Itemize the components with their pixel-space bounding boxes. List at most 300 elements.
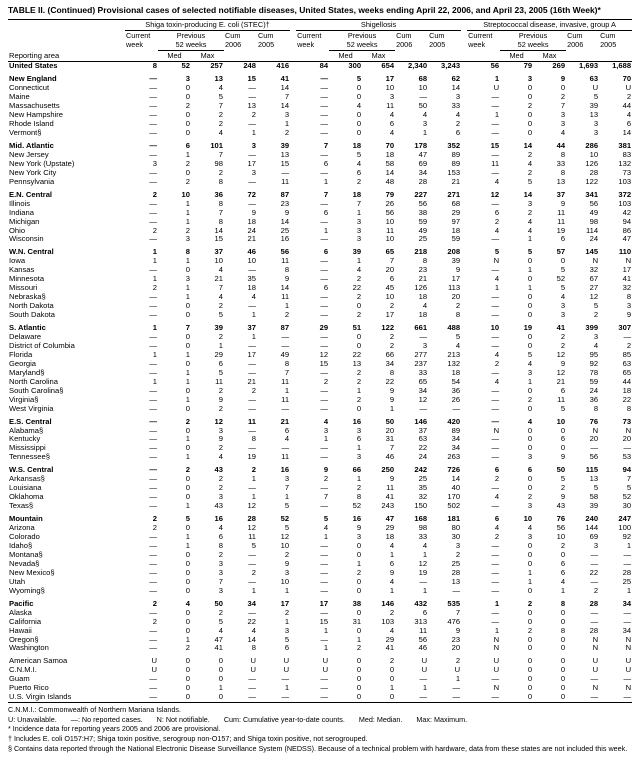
cell-value: 2 [356,275,362,284]
cell-value: 18 [418,293,428,302]
cell-value: 0 [356,302,362,311]
cell-value: 0 [527,675,533,684]
cell-value: 22 [247,617,256,626]
cell-value: — [149,341,157,350]
cell-value: 2 [389,333,395,341]
cell-value: 23 [418,266,428,275]
table-row [8,405,632,414]
cell-value: — [281,341,290,350]
cell-value: 11 [419,626,428,635]
cell-value: 2 [251,568,256,577]
table-row [8,266,632,275]
cell-value: 4 [356,102,362,111]
cell-value: 8 [593,404,599,413]
cell-value: 34 [451,435,461,444]
cell-value: 0 [560,426,566,435]
cell-value: 0 [527,404,533,413]
cell-value: 654 [381,61,395,71]
row-label: Ohio [9,226,26,235]
cell-value: — [248,120,256,129]
row-label: Maine [9,93,30,102]
cell-value: 42 [622,208,632,217]
cell-value: 47 [622,235,632,244]
cell-value: 3 [593,128,599,137]
cell-value: 13 [589,475,599,484]
cell-value: 0 [527,128,533,137]
cell-value: — [149,475,157,484]
cell-value: 22 [622,395,632,404]
cell-value: 0 [527,120,533,129]
table-row [8,378,632,387]
cell-value: 14 [451,84,461,93]
cell-value: 1 [152,257,157,266]
cell-value: 1 [152,275,157,284]
cell-value: — [491,444,500,453]
cell-value: 0 [356,666,362,675]
cell-value: — [491,102,500,111]
cell-value: 1 [389,550,395,559]
cell-value: 9 [389,395,395,404]
cell-value: — [320,559,329,568]
cell-value: 0 [185,657,190,666]
cell-value: 2 [356,484,362,493]
cell-value: 0 [527,693,533,702]
cell-value: 4 [527,359,533,368]
row-label: Florida [9,350,33,359]
max-header: Max [362,50,395,61]
cell-value: 2 [356,311,362,320]
cell-value: 62 [451,75,461,84]
table-row [8,609,632,618]
cell-value: 4 [389,128,395,137]
cell-value: — [149,484,157,493]
cell-value: 153 [447,168,461,177]
cell-value: — [281,404,290,413]
cell-value: — [149,93,157,102]
row-label: S. Atlantic [9,324,46,333]
cell-value: 1 [560,586,566,595]
cell-value: 5 [527,350,533,359]
cell-value: 0 [356,577,362,586]
cell-value: 9 [455,266,461,275]
row-label: C.N.M.I. [9,666,37,675]
cell-value: 50 [418,102,428,111]
cell-value: 0 [527,275,533,284]
cell-value: 3 [593,120,599,129]
cell-value: N [493,644,500,653]
cell-value: — [320,586,329,595]
cell-value: 2 [218,475,223,484]
cell-value: 4 [356,159,362,168]
cell-value: 2 [152,190,157,199]
cell-value: — [149,635,157,644]
cell-value: 126 [414,284,428,293]
cell-value: 0 [185,111,190,120]
cell-value: 0 [527,541,533,550]
cell-value: 40 [451,484,461,493]
cell-value: 24 [589,235,599,244]
cell-value: 5 [284,524,290,533]
cell-value: 17 [622,266,632,275]
cell-value: 11 [491,159,500,168]
cell-value: 115 [585,466,599,475]
table-row [8,560,632,569]
cell-value: 28 [451,568,461,577]
cell-value: — [149,502,157,511]
header-row-groups [8,19,632,31]
cell-value: — [149,493,157,502]
cell-value: 23 [280,199,290,208]
row-label: Connecticut [9,84,50,93]
cell-value: 8 [422,257,428,266]
cell-value: 6 [284,426,290,435]
row-label: Vermont§ [9,128,42,137]
cell-value: 8 [218,541,223,550]
cell-value: 0 [527,635,533,644]
cell-value: 11 [557,208,566,217]
table-row [8,675,632,684]
cell-value: 69 [418,159,428,168]
cell-value: 4 [494,350,500,359]
cell-value: 6 [494,466,500,475]
table-row [8,200,632,209]
cell-value: 6 [323,284,329,293]
cell-value: 0 [356,550,362,559]
cell-value: 5 [218,617,223,626]
cell-value: 4 [323,417,329,426]
cell-value: 8 [218,217,223,226]
cell-value: 56 [589,453,599,462]
cell-value: 4 [389,541,395,550]
cell-value: 16 [352,515,362,524]
row-label: Iowa [9,257,26,266]
cell-value: 73 [622,168,632,177]
cell-value: — [623,608,632,617]
cell-value: 2 [593,586,599,595]
cell-value: — [320,550,329,559]
cell-value: — [491,502,500,511]
cell-value: — [149,559,157,568]
cell-value: 4 [218,453,223,462]
cell-value: 10 [385,84,395,93]
cell-value: — [320,217,329,226]
cell-value: 10 [385,235,395,244]
cell-value: 47 [418,150,428,159]
cell-value: 103 [618,177,632,186]
table-row [8,444,632,453]
cell-value: 213 [447,350,461,359]
cell-value: 0 [356,586,362,595]
cell-value: 13 [352,359,362,368]
cell-value: 6 [626,120,632,129]
cell-value: U [493,84,500,93]
cell-value: 9 [284,208,290,217]
cell-value: 4 [218,84,223,93]
cell-value: 4 [284,435,290,444]
cell-value: 8 [560,150,566,159]
cell-value: 3 [560,111,566,120]
cell-value: 11 [386,226,395,235]
cell-value: 0 [218,675,223,684]
cell-value: 14 [280,84,290,93]
row-label: Louisiana [9,484,42,493]
cell-value: 0 [527,333,533,341]
cell-value: 0 [185,675,190,684]
cell-value: 12 [247,524,256,533]
table-row [8,93,632,102]
cell-value: 7 [323,190,329,199]
cell-value: — [491,617,500,626]
cell-value: 73 [622,417,632,426]
cell-value: 150 [414,502,428,511]
cell-value: 0 [185,550,190,559]
cell-value: 14 [280,284,290,293]
cell-value: 29 [385,524,395,533]
cell-value: 13 [247,102,256,111]
table-row [8,524,632,533]
cell-value: 52 [352,502,362,511]
cell-value: 4 [494,275,500,284]
cell-value: — [320,608,329,617]
cell-value: — [248,693,256,702]
cell-value: 22 [352,350,362,359]
cell-value: — [452,693,461,702]
cell-value: — [248,577,256,586]
table-row [8,333,632,342]
cell-value: 1 [185,395,190,404]
cell-value: 1 [185,293,190,302]
cell-value: 476 [447,617,461,626]
cell-value: U [151,666,157,675]
cell-value: 1 [494,75,500,84]
cell-value: — [491,577,500,586]
cell-value: 5 [218,93,223,102]
cell-value: 1 [626,541,632,550]
table-row [8,684,632,693]
cell-value: 25 [280,226,290,235]
cell-value: 56 [418,635,428,644]
table-row [8,493,632,502]
cell-value: 25 [451,559,461,568]
cell-value: 56 [418,199,428,208]
row-label: Arizona [9,524,35,533]
cell-value: 6 [323,208,329,217]
cell-value: 8 [152,61,157,71]
table-row [8,111,632,120]
cell-value: — [491,93,500,102]
cell-value: 15 [319,359,329,368]
cell-value: 1 [185,350,190,359]
cell-value: 1 [185,150,190,159]
cell-value: 2 [152,284,157,293]
cell-value: 9 [626,311,632,320]
cell-value: 39 [451,257,461,266]
cell-value: 44 [556,141,566,150]
cell-value: 2 [185,644,190,653]
cell-value: 3 [284,626,290,635]
cell-value: 0 [185,168,190,177]
cell-value: — [320,386,329,395]
table-row [8,435,632,444]
cell-value: — [623,559,632,568]
cell-value: 2 [560,541,566,550]
cell-value: — [491,453,500,462]
cell-value: — [320,199,329,208]
cell-value: 2 [356,644,362,653]
cell-value: 18 [451,368,461,377]
row-label: North Dakota [9,302,54,311]
cell-value: 52 [181,61,190,71]
cell-value: 11 [281,453,290,462]
cell-value: 70 [385,141,395,150]
cell-value: 0 [560,444,566,453]
cell-value: 3 [527,368,533,377]
cell-value: — [491,302,500,311]
cell-value: 10 [556,533,566,542]
cell-value: 0 [527,484,533,493]
cell-value: 9 [389,475,395,484]
cell-value: 2 [626,341,632,350]
cell-value: 3 [455,541,461,550]
cell-value: 0 [185,586,190,595]
cell-value: 17 [385,75,395,84]
table-row [8,235,632,244]
cell-value: 32 [622,284,632,293]
cell-value: 10 [214,257,223,266]
cell-value: 36 [451,386,461,395]
cell-value: 6 [323,248,329,257]
cell-value: — [320,293,329,302]
row-label: New England [9,75,57,84]
cell-value: 218 [414,248,428,257]
cell-value: 1 [185,199,190,208]
cell-value: 146 [414,417,428,426]
cell-value: 247 [618,515,632,524]
cell-value: 7 [389,444,395,453]
table-row [8,102,632,111]
cell-value: — [149,404,157,413]
cell-value: — [248,426,256,435]
cell-value: 11 [247,417,256,426]
cell-value: 1 [356,208,362,217]
cell-value: 44 [622,377,632,386]
cell-value: 6 [560,559,566,568]
cell-value: 2 [284,128,290,137]
table-row [8,627,632,636]
cell-value: — [590,577,599,586]
cell-value: 1 [185,435,190,444]
cell-value: 32 [589,266,599,275]
cell-value: 7 [218,102,223,111]
cell-value: — [248,550,256,559]
cell-value: 9 [560,75,566,84]
cell-value: 10 [523,515,533,524]
cell-value: 84 [319,61,329,71]
cell-value: 14 [280,217,290,226]
row-label: South Dakota [9,311,56,320]
cell-value: 98 [214,159,223,168]
row-label: Missouri [9,284,38,293]
cell-value: 1 [185,635,190,644]
region-total-row [8,75,632,84]
row-label: Michigan [9,217,40,226]
table-row [8,218,632,227]
row-label: Guam [9,675,30,684]
cell-value: 16 [280,466,290,475]
cell-value: 416 [276,61,290,71]
cell-value: 33 [451,102,461,111]
cell-value: 53 [622,453,632,462]
cell-value: 4 [251,293,256,302]
cell-value: 8 [251,435,256,444]
cell-value: 1 [356,386,362,395]
table-row [8,284,632,293]
cell-value: — [491,417,500,426]
row-label: Mountain [9,515,43,524]
cell-value: 4 [218,128,223,137]
cell-value: 63 [418,435,428,444]
cell-value: 1 [323,533,329,542]
cell-value: 4 [527,217,533,226]
cell-value: 2 [218,608,223,617]
cell-value: 12 [319,350,329,359]
cell-value: 56 [556,524,566,533]
cell-value: 11 [281,177,290,186]
cell-value: 12 [247,502,256,511]
cell-value: 21 [280,417,290,426]
cell-value: — [491,386,500,395]
cell-value: 58 [589,493,599,502]
cell-value: 3 [185,75,190,84]
cell-value: 51 [352,324,362,333]
cell-value: 1 [626,586,632,595]
cell-value: 10 [556,417,566,426]
cell-value: 17 [247,350,256,359]
cell-value: 1 [527,568,533,577]
cell-value: 10 [418,84,428,93]
table-row [8,129,632,138]
cell-value: 2 [494,475,500,484]
cell-value: — [248,608,256,617]
cell-value: 0 [560,608,566,617]
cell-value: 6 [284,644,290,653]
cell-value: 8 [218,199,223,208]
cell-value: — [320,368,329,377]
cell-value: — [149,626,157,635]
cell-value: U [421,666,428,675]
cell-value: N [493,257,500,266]
cell-value: 4 [455,341,461,350]
cell-value: — [491,675,500,684]
cell-value: 34 [451,444,461,453]
cell-value: 8 [284,359,290,368]
cell-value: 28 [589,599,599,608]
cell-value: 0 [389,666,395,675]
cell-value: 1 [284,586,290,595]
region-total-row [8,62,632,71]
cell-value: 92 [589,359,599,368]
cell-value: 1 [185,502,190,511]
cell-value: 79 [385,190,395,199]
cell-value: 39 [589,502,599,511]
previous-52-weeks-header: Previous 52 weeks [500,31,566,51]
cell-value: 17 [247,159,256,168]
row-label: American Samoa [9,657,68,666]
cell-value: 3 [560,302,566,311]
cell-value: — [149,395,157,404]
cell-value: 432 [414,599,428,608]
cell-value: — [419,693,428,702]
